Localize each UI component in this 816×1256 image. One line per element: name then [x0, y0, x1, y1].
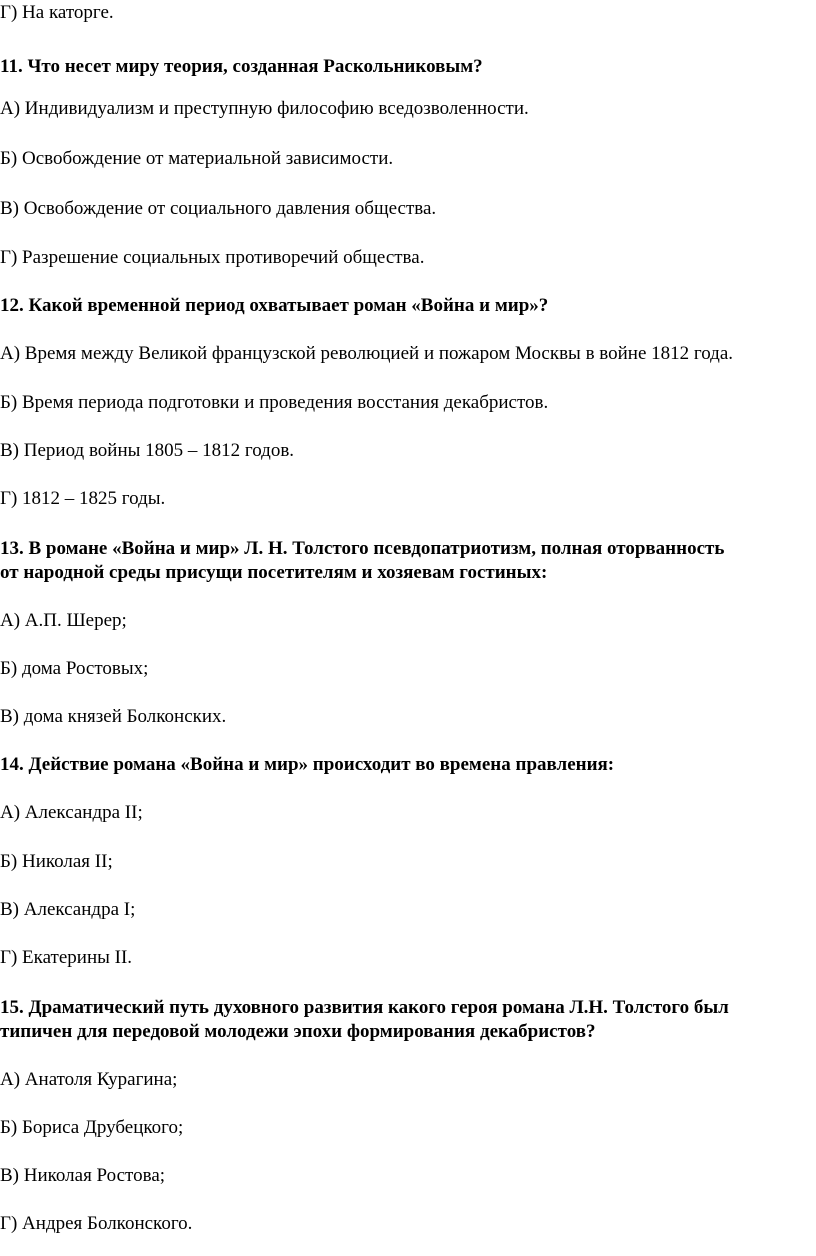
question-12-option-a: А) Время между Великой французской революцией и пожаром Москвы в войне 1812 года. — [0, 343, 734, 364]
answer-option: Г) На каторге. — [0, 2, 114, 23]
question-12-option-g: Г) 1812 – 1825 годы. — [0, 488, 166, 509]
question-15-title-line-1: 15. Драматический путь духовного развития какого героя романа Л.Н. Толстого был — [0, 997, 729, 1018]
question-11-title: 11. Что несет миру теория, созданная Раскольниковым? — [0, 56, 483, 77]
question-15-title-line-2: типичен для передовой молодежи эпохи формирования декабристов? — [0, 1021, 596, 1042]
question-12-option-b: Б) Время периода подготовки и проведения восстания декабристов. — [0, 392, 549, 413]
question-12-title: 12. Какой временной период охватывает роман «Война и мир»? — [0, 295, 549, 316]
question-14-option-a: А) Александра II; — [0, 802, 143, 823]
question-13-option-b: Б) дома Ростовых; — [0, 658, 149, 679]
question-11-option-a: А) Индивидуализм и преступную философию вседозволенности. — [0, 98, 529, 119]
question-11-option-v: В) Освобождение от социального давления общества. — [0, 198, 437, 219]
question-13-option-a: А) А.П. Шерер; — [0, 610, 127, 631]
question-13-title-line-2: от народной среды присущи посетителям и хозяевам гостиных: — [0, 562, 548, 583]
question-14-option-g: Г) Екатерины II. — [0, 947, 133, 968]
question-14-option-b: Б) Николая II; — [0, 851, 113, 872]
question-13-option-v: В) дома князей Болконских. — [0, 706, 227, 727]
question-13-title-line-1: 13. В романе «Война и мир» Л. Н. Толстого псевдопатриотизм, полная оторванность — [0, 538, 725, 559]
question-15-option-g: Г) Андрея Болконского. — [0, 1213, 193, 1234]
question-15-option-v: В) Николая Ростова; — [0, 1165, 166, 1186]
question-11-option-g: Г) Разрешение социальных противоречий общества. — [0, 247, 425, 268]
question-15-option-a: А) Анатоля Курагина; — [0, 1069, 178, 1090]
question-12-option-v: В) Период войны 1805 – 1812 годов. — [0, 440, 295, 461]
question-14-option-v: В) Александра I; — [0, 899, 136, 920]
question-14-title: 14. Действие романа «Война и мир» происходит во времена правления: — [0, 754, 615, 775]
question-15-option-b: Б) Бориса Друбецкого; — [0, 1117, 184, 1138]
question-11-option-b: Б) Освобождение от материальной зависимости. — [0, 148, 394, 169]
